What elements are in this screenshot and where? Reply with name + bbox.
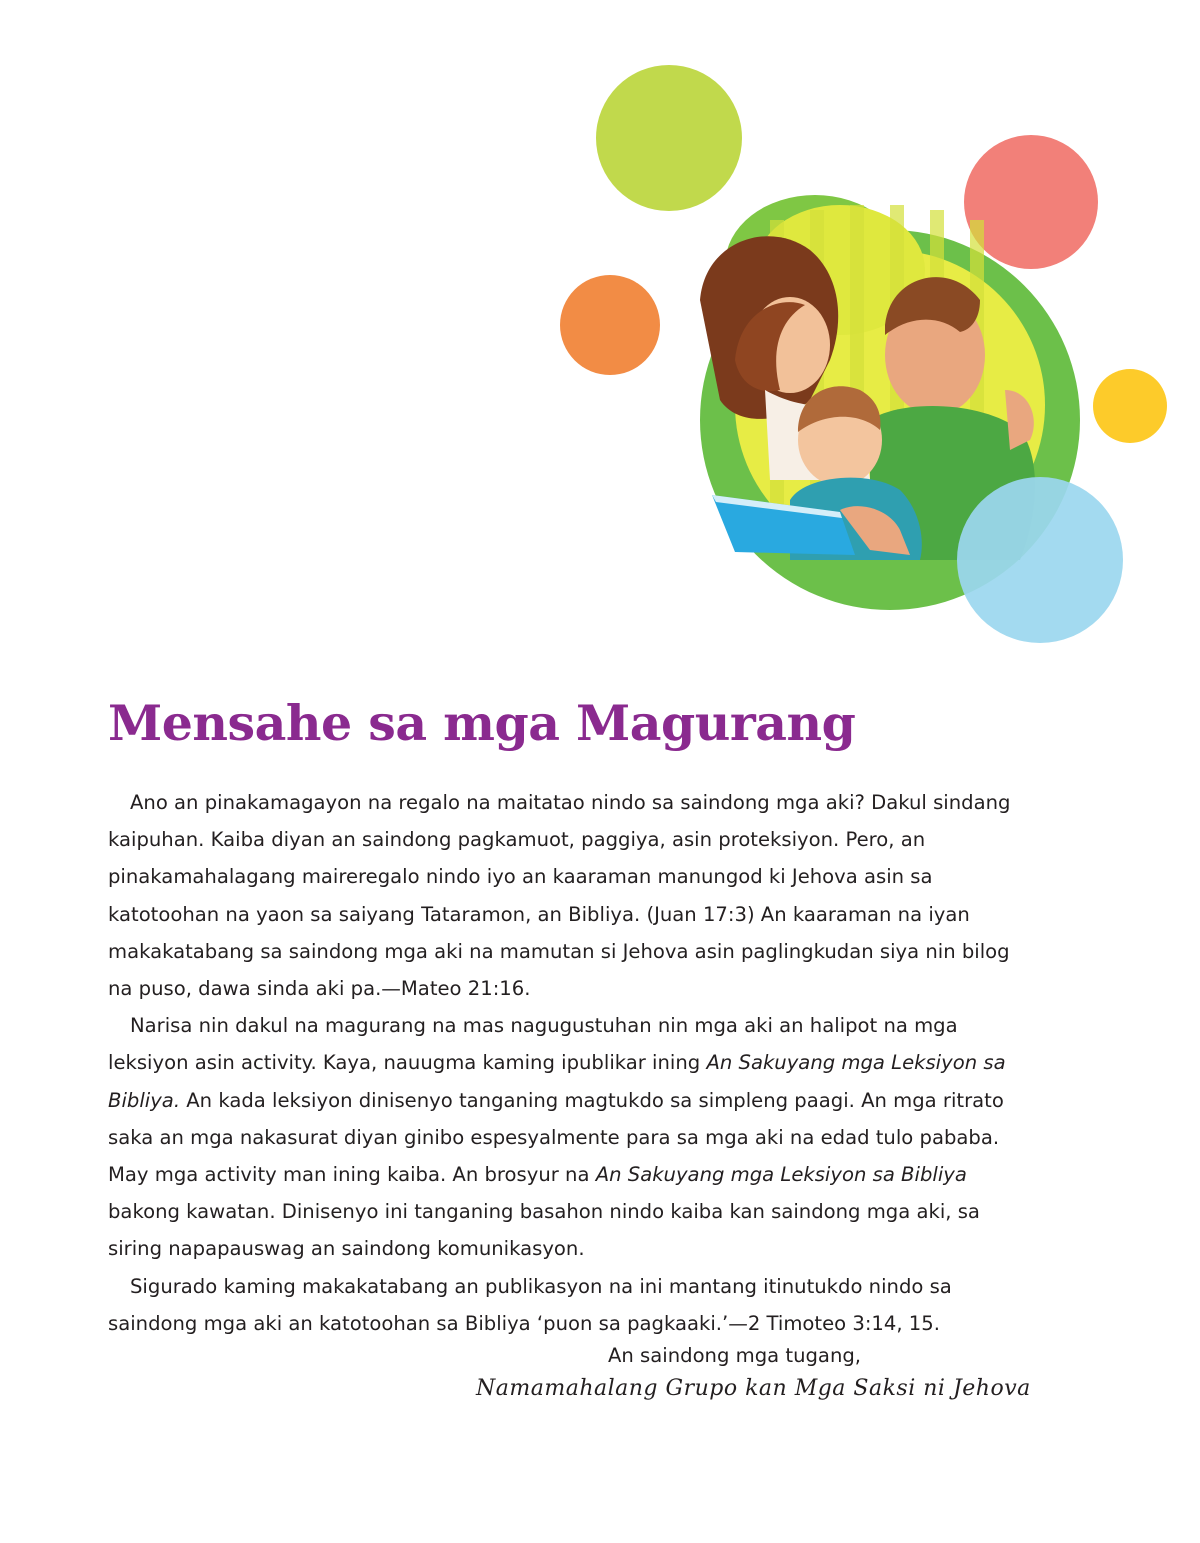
page-title: Mensahe sa mga Magurang: [108, 694, 856, 752]
brochure-title-italic: An Sakuyang mga Leksiyon sa Bibliya: [595, 1163, 967, 1187]
pink-circle: [964, 135, 1098, 269]
body-paragraph: [108, 784, 1038, 1007]
paragraph-text: An kada leksiyon dinisenyo tanganing magtukdo sa simpleng paagi. An mga ritrato saka an mga nakasurat diyan ginibo espesyalmente para sa mga aki na edad tulo pababa. May mga activity man ining kaiba. An brosyur na: [108, 1088, 1004, 1187]
body-paragraph: [108, 1268, 1038, 1342]
family-reading-book-illustration: [540, 60, 1200, 660]
blue-circle: [957, 477, 1123, 643]
paragraph-text: bakong kawatan. Dinisenyo ini tanganing basahon nindo kaiba kan saindong mga aki, sa siring napapauswag an saindong komunikasyon.: [108, 1200, 980, 1261]
message-body: [108, 784, 1038, 1342]
closing-line: An saindong mga tugang,: [608, 1344, 862, 1367]
signature: Namamahalang Grupo kan Mga Saksi ni Jehova: [476, 1376, 1031, 1401]
yellow-circle: [1093, 369, 1167, 443]
paragraph-text: Narisa nin dakul na magurang na mas nagugustuhan nin mga aki an halipot na mga leksiyon asin activity. Kaya, nauugma kaming ipublikar ining: [108, 1014, 958, 1075]
body-paragraph: [108, 1007, 1038, 1267]
orange-circle: [560, 275, 660, 375]
paragraph-text: Sigurado kaming makakatabang an publikasyon na ini mantang itinutukdo nindo sa saindong mga aki an katotoohan sa Bibliya ‘puon sa pagkaaki.’—2 Timoteo 3:14, 15.: [108, 1274, 952, 1335]
green-circle: [596, 65, 742, 211]
paragraph-text: Ano an pinakamagayon na regalo na maitatao nindo sa saindong mga aki? Dakul sindang kaipuhan. Kaiba diyan an saindong pagkamuot, paggiya, asin proteksiyon. Pero, an pinakamahalagang maireregalo nindo iyo an kaaraman manungod ki Jehova asin sa katotoohan na yaon sa saiyang Tataramon, an Bibliya. (Juan 17:3) An kaaraman na iyan makakatabang sa saindong mga aki na mamutan si Jehova asin paglingkudan siya nin bilog na puso, dawa sinda aki pa.—Mateo 21:16.: [108, 791, 1011, 1001]
family-reading-illustration: [540, 60, 1200, 660]
brochure-title-italic: An Sakuyang mga Leksiyon sa Bibliya.: [108, 1051, 1006, 1112]
